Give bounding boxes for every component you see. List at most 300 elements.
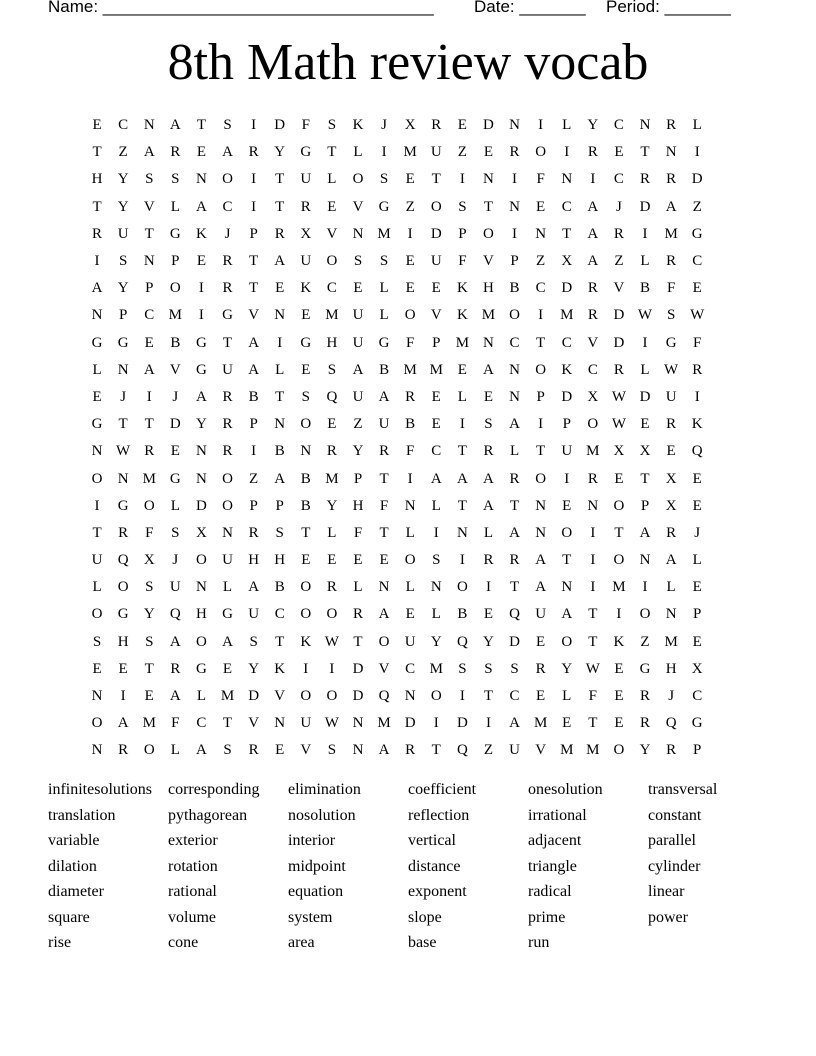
grid-letter: U <box>117 225 129 242</box>
grid-letter: A <box>91 280 103 297</box>
grid-letter: T <box>588 715 598 732</box>
grid-letter: S <box>458 660 467 677</box>
grid-letter: G <box>378 198 390 215</box>
grid-letter: N <box>300 443 312 460</box>
grid-letter: J <box>120 388 127 405</box>
grid-letter: I <box>277 334 283 351</box>
grid-row <box>84 302 734 329</box>
grid-letter: Y <box>326 497 338 514</box>
grid-letter: G <box>117 334 129 351</box>
word-list-item: pythagorean <box>168 806 248 824</box>
grid-letter: L <box>170 198 180 215</box>
grid-letter: O <box>222 497 233 514</box>
grid-letter: M <box>220 688 235 705</box>
grid-letter: A <box>561 606 573 623</box>
grid-letter: T <box>144 660 154 677</box>
grid-letter: T <box>379 470 389 487</box>
grid-letter: P <box>249 416 258 433</box>
grid-letter: C <box>196 715 207 732</box>
grid-letter: C <box>561 198 572 215</box>
grid-letter: E <box>536 688 546 705</box>
grid-letter: G <box>222 307 233 324</box>
grid-letter: Y <box>274 144 286 161</box>
grid-letter: E <box>536 198 546 215</box>
grid-letter: F <box>379 497 389 514</box>
grid-letter: N <box>535 497 547 514</box>
grid-letter: V <box>274 688 286 705</box>
grid-letter: R <box>666 416 677 433</box>
grid-letter: I <box>590 524 596 541</box>
grid-letter: C <box>118 117 129 134</box>
grid-letter: I <box>459 416 465 433</box>
grid-letter: N <box>665 144 677 161</box>
page-title: 8th Math review vocab <box>167 34 649 91</box>
grid-letter: D <box>639 388 651 405</box>
grid-letter: E <box>196 253 206 270</box>
grid-letter: X <box>300 225 312 242</box>
grid-letter: N <box>456 524 468 541</box>
grid-letter: S <box>510 660 519 677</box>
grid-letter: X <box>639 443 651 460</box>
grid-letter: R <box>170 660 181 677</box>
grid-letter: R <box>666 742 677 759</box>
grid-letter: X <box>561 253 573 270</box>
grid-letter: O <box>352 171 364 188</box>
grid-letter: L <box>509 443 520 460</box>
grid-letter: F <box>536 171 545 188</box>
grid-letter: N <box>196 171 207 188</box>
grid-letter: N <box>117 470 129 487</box>
grid-letter: R <box>405 742 416 759</box>
grid-letter: D <box>169 416 181 433</box>
grid-letter: G <box>691 225 703 242</box>
word-list-item: diameter <box>48 883 104 900</box>
grid-letter: T <box>144 416 154 433</box>
grid-letter: M <box>664 633 678 650</box>
grid-letter: S <box>301 388 310 405</box>
grid-letter: R <box>144 443 155 460</box>
grid-letter: L <box>405 579 415 596</box>
grid-row <box>84 384 734 411</box>
grid-letter: P <box>171 253 180 270</box>
grid-letter: U <box>300 171 312 188</box>
word-list-item: translation <box>48 806 116 824</box>
grid-letter: I <box>642 225 648 242</box>
grid-letter: N <box>196 579 207 596</box>
grid-letter: I <box>198 307 204 324</box>
grid-letter: C <box>405 660 416 677</box>
grid-letter: I <box>407 470 413 487</box>
grid-letter: D <box>352 660 364 677</box>
grid-letter: E <box>301 361 311 378</box>
grid-letter: I <box>407 225 413 242</box>
grid-letter: B <box>405 416 416 433</box>
grid-letter: A <box>509 715 520 732</box>
grid-letter: N <box>509 361 520 378</box>
grid-letter: D <box>274 117 286 134</box>
grid-letter: U <box>300 715 312 732</box>
grid-letter: P <box>249 497 258 514</box>
grid-row <box>84 248 734 275</box>
grid-letter: A <box>248 579 260 596</box>
grid-letter: L <box>640 253 650 270</box>
grid-letter: T <box>483 198 494 215</box>
grid-letter: I <box>512 171 518 188</box>
grid-letter: A <box>378 606 390 623</box>
grid-letter: T <box>614 524 624 541</box>
word-list-item: volume <box>168 908 216 926</box>
grid-letter: E <box>614 660 624 677</box>
word-list-item: reflection <box>408 806 470 824</box>
grid-letter: L <box>562 688 572 705</box>
grid-letter: E <box>640 416 650 433</box>
grid-letter: E <box>275 742 285 759</box>
grid-letter: A <box>222 633 233 650</box>
word-list-item: cone <box>168 934 199 951</box>
word-list-item: cylinder <box>648 857 701 875</box>
grid-letter: M <box>664 225 678 242</box>
grid-letter: D <box>613 307 625 324</box>
grid-letter: S <box>171 171 180 188</box>
grid-letter: T <box>275 198 285 215</box>
grid-letter: N <box>222 524 233 541</box>
grid-letter: N <box>274 307 286 324</box>
grid-letter: O <box>587 416 599 433</box>
grid-letter: U <box>509 742 520 759</box>
grid-letter: R <box>222 253 233 270</box>
grid-letter: N <box>483 334 494 351</box>
grid-letter: W <box>637 307 653 324</box>
grid-row <box>84 221 734 248</box>
grid-letter: Q <box>117 552 129 569</box>
grid-letter: D <box>430 225 442 242</box>
grid-letter: B <box>300 470 311 487</box>
grid-letter: P <box>510 253 519 270</box>
grid-letter: E <box>92 388 102 405</box>
grid-letter: N <box>561 579 573 596</box>
grid-letter: M <box>586 742 600 759</box>
grid-letter: Y <box>587 117 599 134</box>
grid-row <box>84 357 734 384</box>
grid-letter: R <box>222 280 233 297</box>
grid-letter: R <box>431 117 442 134</box>
grid-letter: J <box>172 388 179 405</box>
grid-letter: R <box>170 144 181 161</box>
grid-letter: A <box>509 524 520 541</box>
grid-letter: C <box>144 307 155 324</box>
word-list-item: square <box>48 908 90 926</box>
grid-letter: Y <box>248 660 260 677</box>
grid-letter: G <box>196 361 207 378</box>
grid-letter: O <box>613 552 625 569</box>
grid-letter: X <box>196 524 207 541</box>
grid-letter: Z <box>405 198 415 215</box>
grid-letter: E <box>327 198 337 215</box>
grid-letter: O <box>509 307 520 324</box>
grid-letter: U <box>430 253 442 270</box>
grid-letter: E <box>405 606 415 623</box>
grid-letter: E <box>483 388 494 405</box>
grid-letter: N <box>509 198 520 215</box>
grid-letter: C <box>613 117 624 134</box>
grid-letter: I <box>94 253 100 270</box>
grid-letter: Q <box>169 606 181 623</box>
grid-letter: I <box>590 552 596 569</box>
grid-letter: Z <box>536 253 546 270</box>
grid-letter: R <box>326 443 337 460</box>
grid-letter: O <box>326 688 338 705</box>
grid-letter: W <box>585 660 600 677</box>
grid-letter: A <box>509 416 520 433</box>
grid-letter: R <box>222 416 233 433</box>
grid-letter: S <box>379 253 389 270</box>
grid-letter: G <box>196 334 207 351</box>
grid-letter: A <box>248 361 260 378</box>
grid-letter: L <box>457 388 467 405</box>
grid-letter: R <box>640 688 651 705</box>
grid-letter: R <box>587 144 598 161</box>
grid-letter: U <box>300 253 312 270</box>
grid-letter: Q <box>456 742 468 759</box>
grid-letter: T <box>249 280 259 297</box>
grid-letter: B <box>274 443 285 460</box>
grid-letter: R <box>379 443 390 460</box>
grid-letter: G <box>169 470 181 487</box>
grid-letter: M <box>612 579 626 596</box>
grid-letter: P <box>640 497 650 514</box>
grid-letter: I <box>381 144 387 161</box>
grid-letter: A <box>248 334 260 351</box>
grid-letter: N <box>665 606 677 623</box>
grid-letter: I <box>694 144 700 161</box>
grid-letter: V <box>326 225 338 242</box>
grid-letter: L <box>431 606 441 623</box>
grid-letter: O <box>639 606 651 623</box>
grid-row <box>84 710 734 737</box>
grid-letter: T <box>222 715 233 732</box>
grid-letter: O <box>143 497 155 514</box>
grid-letter: G <box>196 660 207 677</box>
grid-letter: E <box>692 497 702 514</box>
grid-letter: V <box>535 742 547 759</box>
grid-letter: T <box>222 334 233 351</box>
grid-letter: S <box>458 198 467 215</box>
word-list-item: corresponding <box>168 781 260 798</box>
grid-letter: T <box>536 334 546 351</box>
grid-letter: P <box>562 416 571 433</box>
grid-letter: V <box>248 715 260 732</box>
grid-letter: O <box>326 606 338 623</box>
grid-letter: B <box>457 606 468 623</box>
grid-letter: Z <box>640 633 650 650</box>
grid-letter: E <box>614 470 624 487</box>
grid-letter: O <box>300 579 312 596</box>
grid-row <box>84 601 734 628</box>
grid-letter: O <box>91 470 103 487</box>
grid-letter: Y <box>117 171 129 188</box>
grid-letter: U <box>404 633 416 650</box>
grid-letter: A <box>169 117 181 134</box>
grid-row <box>84 547 734 574</box>
grid-letter: O <box>404 307 416 324</box>
grid-letter: Y <box>639 742 651 759</box>
grid-letter: M <box>586 443 600 460</box>
grid-letter: Z <box>353 416 363 433</box>
grid-letter: N <box>91 742 103 759</box>
grid-letter: I <box>590 579 596 596</box>
grid-letter: R <box>352 606 363 623</box>
grid-letter: U <box>352 307 364 324</box>
grid-letter: E <box>431 280 441 297</box>
grid-letter: E <box>614 144 624 161</box>
grid-letter: N <box>352 225 364 242</box>
grid-letter: U <box>352 334 364 351</box>
grid-letter: E <box>692 579 702 596</box>
word-list-item: infinitesolutions <box>48 781 152 798</box>
grid-letter: E <box>614 688 624 705</box>
grid-row <box>84 683 734 710</box>
grid-letter: N <box>535 225 547 242</box>
grid-letter: E <box>614 715 624 732</box>
grid-letter: A <box>196 198 207 215</box>
grid-letter: O <box>456 579 468 596</box>
word-list-item: power <box>648 908 688 926</box>
grid-letter: A <box>587 225 599 242</box>
grid-row <box>84 656 734 683</box>
grid-letter: C <box>509 688 520 705</box>
grid-letter: H <box>326 334 338 351</box>
grid-letter: M <box>455 334 470 351</box>
grid-letter: P <box>693 742 702 759</box>
word-list-item: prime <box>528 908 566 926</box>
grid-letter: K <box>196 225 207 242</box>
grid-letter: R <box>483 552 494 569</box>
grid-letter: E <box>327 416 337 433</box>
grid-letter: L <box>666 579 676 596</box>
grid-letter: E <box>405 171 415 188</box>
grid-letter: E <box>327 552 337 569</box>
grid-letter: K <box>613 633 625 650</box>
grid-letter: S <box>223 117 232 134</box>
grid-letter: B <box>379 361 390 378</box>
grid-letter: I <box>146 388 152 405</box>
grid-letter: M <box>325 307 339 324</box>
grid-letter: M <box>403 144 417 161</box>
grid-letter: A <box>352 361 364 378</box>
grid-letter: R <box>222 388 233 405</box>
grid-letter: U <box>352 388 364 405</box>
grid-letter: N <box>196 443 207 460</box>
grid-letter: I <box>642 334 648 351</box>
grid-letter: D <box>196 497 207 514</box>
grid-letter: T <box>353 633 363 650</box>
grid-letter: E <box>692 633 702 650</box>
grid-letter: F <box>406 334 415 351</box>
word-list-item: triangle <box>528 857 577 875</box>
grid-letter: O <box>430 688 442 705</box>
grid-letter: Y <box>430 633 442 650</box>
grid-letter: Z <box>118 144 128 161</box>
grid-letter: A <box>483 361 494 378</box>
grid-letter: T <box>640 144 650 161</box>
grid-letter: C <box>431 443 442 460</box>
grid-letter: I <box>459 688 465 705</box>
grid-letter: D <box>248 688 260 705</box>
grid-letter: R <box>666 117 677 134</box>
grid-letter: S <box>145 171 154 188</box>
grid-letter: R <box>118 524 129 541</box>
grid-letter: F <box>353 524 363 541</box>
grid-letter: R <box>613 225 624 242</box>
grid-letter: I <box>485 715 491 732</box>
grid-letter: O <box>196 633 207 650</box>
grid-letter: R <box>640 171 651 188</box>
grid-letter: X <box>613 443 625 460</box>
grid-letter: E <box>144 334 154 351</box>
grid-letter: L <box>353 144 363 161</box>
grid-row <box>84 574 734 601</box>
grid-letter: I <box>303 660 309 677</box>
grid-letter: G <box>91 416 103 433</box>
grid-letter: G <box>665 334 677 351</box>
grid-letter: T <box>562 552 572 569</box>
grid-letter: U <box>561 443 573 460</box>
word-list-item: run <box>528 934 550 951</box>
word-list-item: coefficient <box>408 781 477 798</box>
grid-letter: L <box>640 361 650 378</box>
grid-letter: O <box>613 742 625 759</box>
grid-letter: O <box>91 606 103 623</box>
grid-letter: V <box>587 334 599 351</box>
grid-letter: B <box>248 388 259 405</box>
grid-letter: C <box>561 334 572 351</box>
grid-letter: I <box>251 171 257 188</box>
word-list-item: midpoint <box>288 857 346 875</box>
grid-letter: L <box>222 579 233 596</box>
grid-letter: S <box>92 633 102 650</box>
word-list-item: rational <box>168 883 217 900</box>
grid-letter: E <box>666 443 676 460</box>
grid-letter: W <box>116 443 131 460</box>
grid-letter: T <box>118 416 128 433</box>
grid-letter: N <box>91 688 103 705</box>
grid-letter: Y <box>143 606 155 623</box>
grid-letter: O <box>222 171 233 188</box>
grid-letter: F <box>588 688 597 705</box>
grid-letter: Z <box>457 144 467 161</box>
word-list-item: equation <box>288 883 344 900</box>
grid-letter: D <box>509 633 520 650</box>
grid-letter: V <box>430 307 442 324</box>
grid-letter: G <box>691 715 703 732</box>
word-list-item: exterior <box>168 832 218 849</box>
word-list-item: linear <box>648 883 685 900</box>
grid-letter: S <box>666 307 676 324</box>
grid-letter: E <box>353 552 363 569</box>
grid-letter: E <box>483 144 494 161</box>
grid-letter: D <box>483 117 494 134</box>
grid-letter: D <box>352 688 364 705</box>
grid-letter: U <box>91 552 103 569</box>
grid-letter: F <box>458 253 467 270</box>
grid-letter: E <box>92 660 102 677</box>
grid-letter: M <box>142 715 156 732</box>
grid-letter: R <box>92 225 103 242</box>
word-list-item: transversal <box>648 781 718 798</box>
grid-letter: M <box>168 307 182 324</box>
grid-letter: E <box>562 715 572 732</box>
grid-letter: N <box>483 171 494 188</box>
